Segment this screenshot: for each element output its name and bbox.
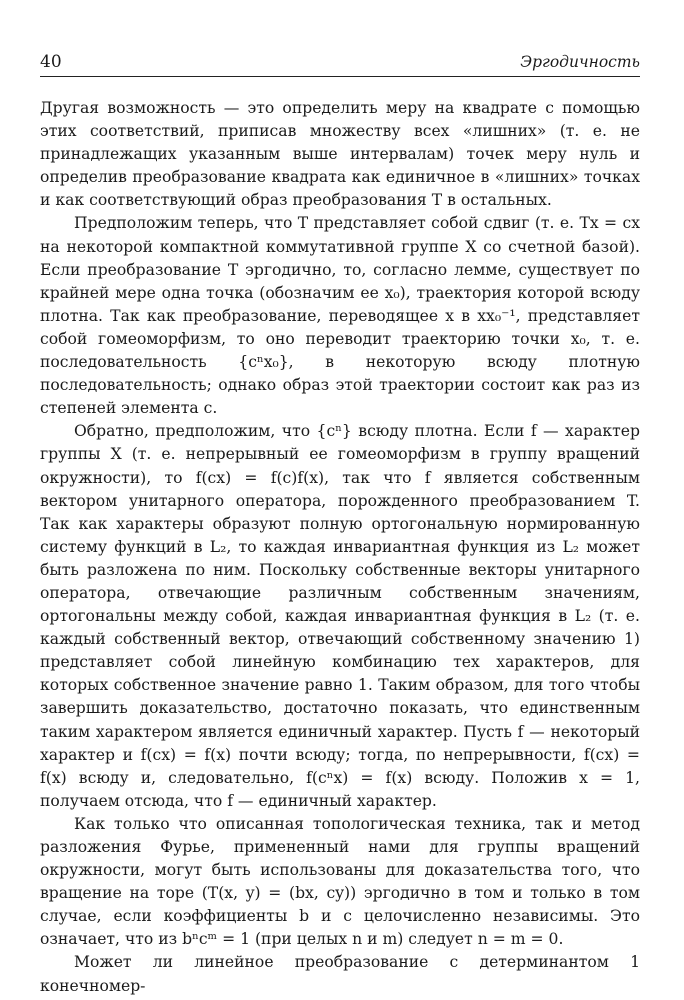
- paragraph-5: Может ли линейное преобразование с детерминантом 1 конечномер-: [40, 953, 640, 995]
- paragraph-2: Предположим теперь, что T представляет собой сдвиг (т. е. Tx = cx на некоторой компактной коммутативной группе X со счетной базой). Если преобразование T эргодично, то, согласно лемме, существует по крайней мере одна точка (обозначим ее x₀), траектория которой всюду плотна. Так как преобразование, переводящее x в xx₀⁻¹, представляет собой гомеоморфизм, то оно переводит траекторию точки x₀, т. е. последовательность {cⁿx₀}, в некоторую всюду плотную последовательность; однако образ этой траектории состоит как раз из степеней элемента c.: [40, 214, 640, 418]
- page-number: 40: [40, 52, 62, 72]
- page-header: [40, 50, 640, 77]
- paragraph-3: Обратно, предположим, что {cⁿ} всюду плотна. Если f — характер группы X (т. е. непрерывный ее гомеоморфизм в группу вращений окружности), то f(cx) = f(c)f(x), так что f является собственным вектором унитарного оператора, порожденного преобразованием T. Так как характеры образуют полную ортогональную нормированную систему функций в L₂, то каждая инвариантная функция из L₂ может быть разложена по ним. Поскольку собственные векторы унитарного оператора, отвечающие различным собственным значениям, ортогональны между собой, каждая инвариантная функция в L₂ (т. е. каждый собственный вектор, отвечающий собственному значению 1) представляет собой линейную комбинацию тех характеров, для которых собственное значение равно 1. Таким образом, для того чтобы завершить доказательство, достаточно показать, что единственным таким характером является единичный характер. Пусть f — некоторый характер и f(cx) = f(x) почти всюду; тогда, по непрерывности, f(cx) = f(x) всюду и, следовательно, f(cⁿx) = f(x) всюду. Положив x = 1, получаем отсюда, что f — единичный характер.: [40, 422, 640, 810]
- running-title: Эргодичность: [520, 53, 640, 71]
- paragraph-1: Другая возможность — это определить меру на квадрате с помощью этих соответствий, приписав множеству всех «лишних» (т. е. не принадлежащих указанным выше интервалам) точек меру нуль и определив преобразование квадрата как единичное в «лишних» точках и как соответствующий образ преобразования T в остальных.: [40, 99, 640, 210]
- paragraph-4: Как только что описанная топологическая техника, так и метод разложения Фурье, примененный нами для группы вращений окружности, могут быть использованы для доказательства того, что вращение на торе (T(x, y) = (bx, cy)) эргодично в том и только в том случае, если коэффициенты b и c целочисленно независимы. Это означает, что из bⁿcᵐ = 1 (при целых n и m) следует n = m = 0.: [40, 814, 640, 949]
- body-text: [40, 97, 640, 998]
